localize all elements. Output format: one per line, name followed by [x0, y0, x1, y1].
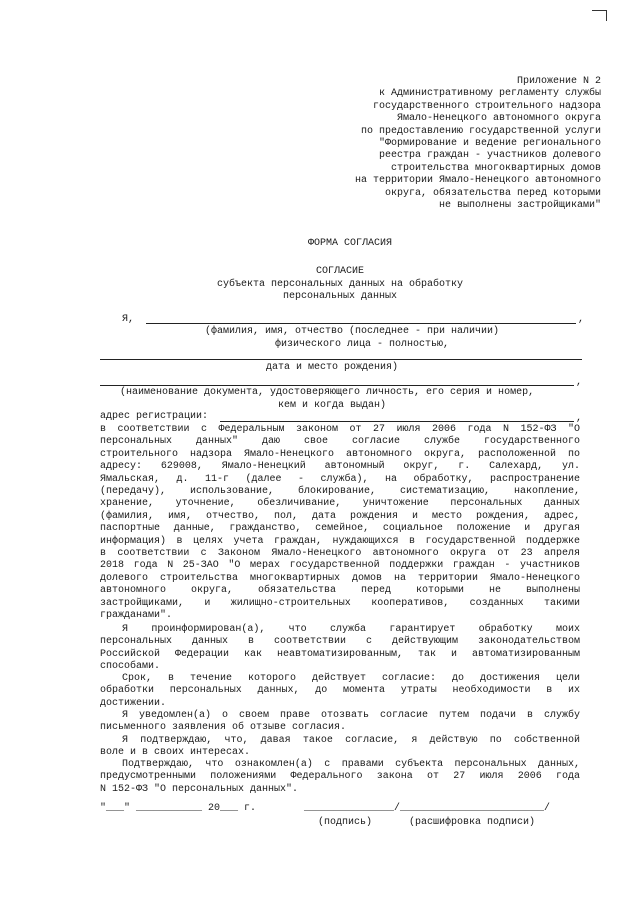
body-line: Я проинформирован(а), что служба гарантирует обработку моих	[122, 624, 580, 635]
body-line: Российской Федерации как неавтоматизированным, так и автоматизированным	[100, 648, 580, 660]
fullname-comma: ,	[578, 314, 585, 325]
appendix-line: округа, обязательства перед которыми	[384, 187, 601, 199]
address-label: адрес регистрации:	[100, 411, 209, 422]
identity-document-field[interactable]	[100, 385, 574, 386]
appendix-line: на территории Ямало-Ненецкого автономного	[354, 175, 601, 187]
identity-document-hint-2: кем и когда выдан)	[278, 400, 387, 411]
birth-hint: дата и место рождения)	[266, 362, 399, 373]
identity-document-hint-1: (наименование документа, удостоверяющего личность, его серия и номер,	[120, 387, 535, 398]
address-comma: ,	[576, 413, 583, 424]
scan-corner-mark	[592, 10, 607, 21]
body-line: в соответствии с Законом Ямало-Ненецкого автономного округа от 23 апреля	[100, 548, 580, 559]
appendix-line: по предоставлению государственной услуги	[360, 125, 601, 137]
body-line: гражданами".	[100, 610, 173, 621]
signature-hint: (подпись)	[317, 817, 372, 828]
consent-subtitle-2: персональных данных	[282, 291, 398, 302]
decode-hint: (расшифровка подписи)	[408, 817, 536, 828]
body-line: строительного надзора Ямало-Ненецкого автономного округа, расположенной по	[100, 448, 580, 460]
appendix-line: "Формирование и ведение регионального	[378, 138, 601, 149]
consent-title: СОГЛАСИЕ	[315, 266, 364, 277]
body-line: Я уведомлен(а) о своем праве отозвать согласие путем подачи в службу	[122, 710, 580, 721]
body-line: адресу: 629008, Ямало-Ненецкий автономный округ, г. Салехард, ул.	[100, 461, 580, 473]
body-line: Ямальская, д. 11-г (далее - служба), на обработку, распространение	[100, 473, 580, 485]
appendix-line: к Административному регламенту службы	[378, 88, 601, 100]
appendix-line: реестра граждан - участников долевого	[378, 150, 601, 162]
identity-document-comma: ,	[576, 377, 583, 388]
appendix-line: строительства многоквартирных домов	[390, 162, 601, 174]
consent-subtitle-1: субъекта персональных данных на обработку	[216, 279, 464, 290]
body-line: в соответствии с Федеральным законом от 27 июля 2006 года N 152-ФЗ "О	[100, 424, 580, 435]
body-line: персональных данных" даю свое согласие службе государственного	[100, 436, 580, 448]
body-line: письменного заявления об отзыве согласия.	[100, 722, 347, 734]
body-line: хранение, уточнение, обезличивание, уничтожение персональных данных	[100, 498, 580, 510]
body-line: 2018 года N 25-ЗАО "О мерах государственной поддержки граждан - участников	[100, 560, 580, 572]
i-label: Я,	[122, 314, 135, 325]
body-line: Подтверждаю, что ознакомлен(а) с правами субъекта персональных данных,	[122, 759, 580, 770]
body-line: паспортные данные, гражданство, семейное, социальное положение и другая	[100, 523, 580, 535]
fullname-hint-1: (фамилия, имя, отчество (последнее - при наличии)	[205, 326, 500, 337]
body-line: (передачу), использование, блокирование, систематизацию, накопление,	[100, 486, 580, 497]
signature-line[interactable]: _______________/________________________/	[304, 803, 551, 814]
body-line: обработки персональных данных, до момента утраты необходимости в их	[100, 685, 580, 697]
body-line: застройщиками, и жилищно-строительных кооперативов, созданных такими	[100, 597, 580, 609]
body-line: предусмотренными положениями Федерального закона от 27 июля 2006 года	[100, 771, 580, 783]
body-line: N 152-ФЗ "О персональных данных".	[100, 783, 299, 795]
appendix-line: государственного строительного надзора	[372, 100, 601, 112]
appendix-line: Приложение N 2	[516, 76, 601, 87]
fullname-hint-2: физического лица - полностью,	[275, 339, 450, 350]
body-line: способами.	[100, 661, 161, 673]
form-title: ФОРМА СОГЛАСИЯ	[307, 238, 392, 249]
address-field[interactable]	[220, 421, 574, 422]
body-line: информация) в целях учета граждан, нуждающихся в государственной поддержке	[100, 535, 580, 547]
body-line: Я подтверждаю, что, давая такое согласие, я действую по собственной	[122, 735, 580, 746]
birth-field[interactable]	[100, 359, 582, 360]
body-line: автономного округа, обязательства перед которыми не выполнены	[100, 585, 580, 597]
body-line: (фамилия, имя, отчество, пол, дата рождения и место рождения, адрес,	[100, 510, 580, 522]
date-line[interactable]: "___" ___________ 20___ г.	[100, 803, 257, 814]
body-line: воле и в своих интересах.	[100, 747, 251, 759]
body-line: достижении.	[100, 697, 167, 709]
body-line: Срок, в течение которого действует согласие: до достижения цели	[122, 673, 580, 684]
body-line: долевого строительства многоквартирных домов на территории Ямало-Ненецкого	[100, 572, 580, 584]
appendix-line: не выполнены застройщиками"	[438, 200, 601, 211]
fullname-field[interactable]	[146, 323, 576, 324]
body-line: персональных данных в соответствии с действующим законодательством	[100, 636, 580, 648]
appendix-line: Ямало-Ненецкого автономного округа	[396, 113, 601, 125]
